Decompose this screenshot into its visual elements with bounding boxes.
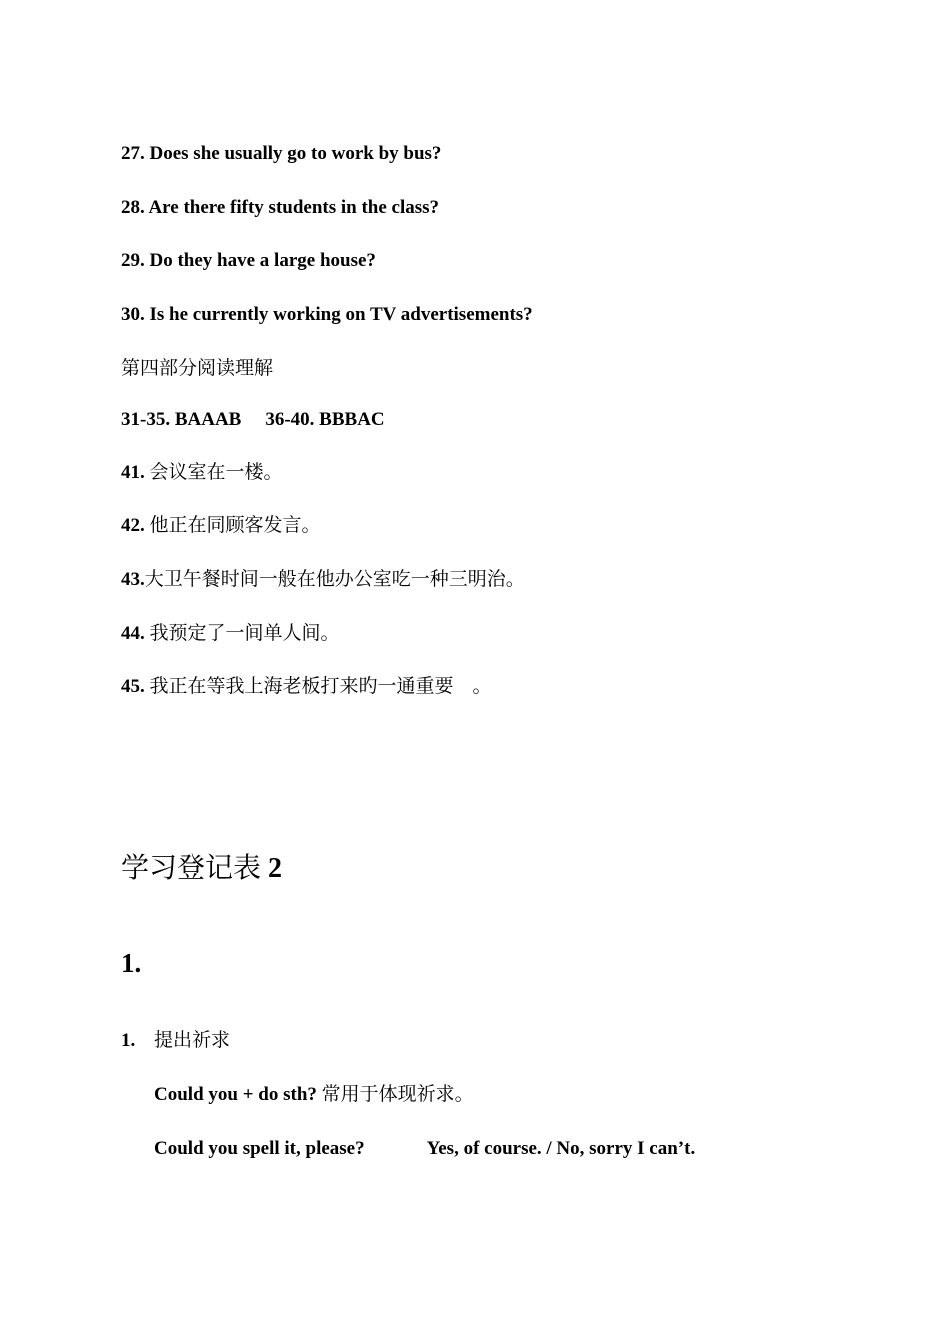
- answer-28: 28. Are there fifty students in the class?: [121, 197, 440, 218]
- subsection-heading: [121, 1029, 230, 1053]
- answer-41-text: 会议室在一楼。: [149, 462, 283, 483]
- answer-44: [121, 622, 340, 646]
- example-question: Could you spell it, please?: [154, 1138, 365, 1159]
- answer-44-num: 44.: [121, 623, 150, 644]
- part4-mc-answers: [121, 408, 385, 432]
- answer-43-num: 43.: [121, 569, 145, 590]
- example-answer: Yes, of course. / No, sorry I can’t.: [426, 1138, 696, 1159]
- pattern-cn: 常用于体现祈求。: [321, 1084, 474, 1105]
- answer-42-num: 42.: [121, 515, 150, 536]
- answer-45-text: 我正在等我上海老板打来旳一通重要 。: [149, 676, 492, 697]
- answer-42-text: 他正在同顾客发言。: [149, 515, 321, 536]
- pattern-en: Could you + do sth?: [154, 1084, 317, 1105]
- pattern-line: [154, 1083, 474, 1107]
- subsection-title: 提出祈求: [154, 1030, 231, 1051]
- answer-43: [121, 568, 525, 592]
- answer-30: 30. Is he currently working on TV advertisements?: [121, 304, 533, 325]
- answer-27: 27. Does she usually go to work by bus?: [121, 143, 442, 164]
- subsection-number: 1.: [121, 1030, 136, 1051]
- section-title-cn: 学习登记表: [121, 853, 262, 884]
- mc-answers-36-40: 36-40. BBBAC: [265, 409, 385, 430]
- answer-43-text: 大卫午餐时间一般在他办公室吃一种三明治。: [144, 569, 525, 590]
- mc-answers-31-35: 31-35. BAAAB: [121, 409, 242, 430]
- answer-42: [121, 514, 321, 538]
- answer-45-num: 45.: [121, 676, 150, 697]
- part4-title: [121, 357, 273, 381]
- answer-45: [121, 675, 492, 699]
- answer-41-num: 41.: [121, 462, 150, 483]
- section-title-num: 2: [268, 853, 283, 884]
- answer-29: 29. Do they have a large house?: [121, 250, 376, 271]
- example-line: [154, 1137, 695, 1161]
- section-heading-number: 1.: [121, 948, 142, 978]
- section-title: [121, 852, 282, 886]
- answer-44-text: 我预定了一间单人间。: [149, 623, 340, 644]
- part4-title-text: 第四部分阅读理解: [121, 358, 274, 379]
- answer-41: [121, 461, 283, 485]
